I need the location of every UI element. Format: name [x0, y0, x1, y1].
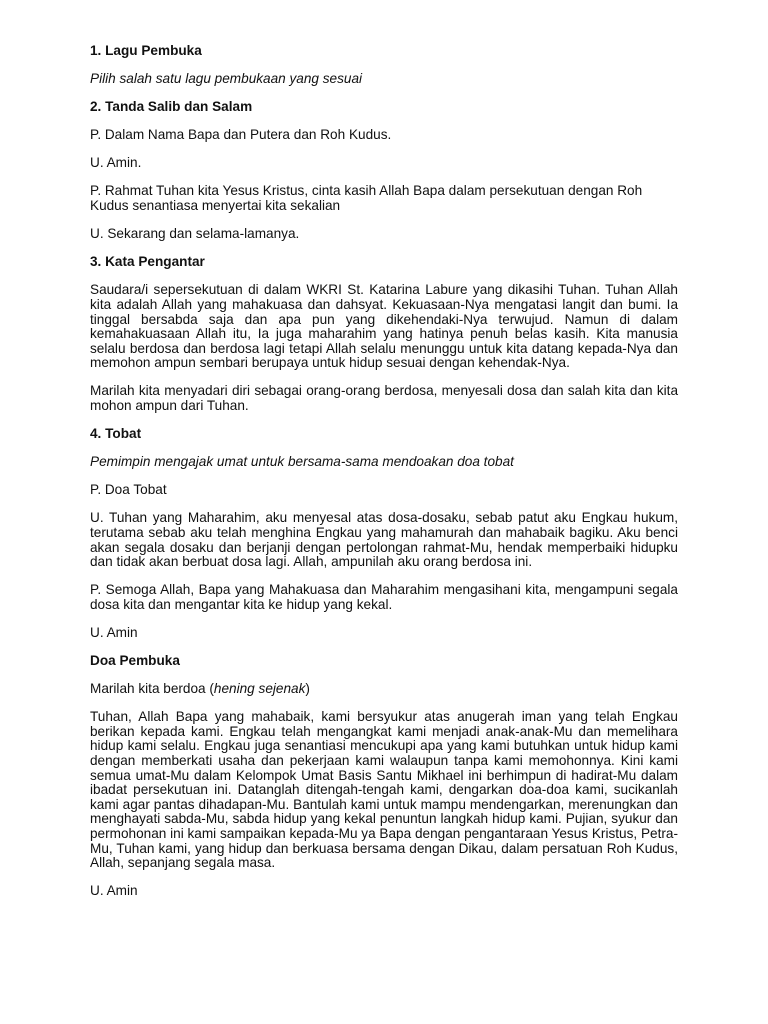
invitation-italic: hening sejenak [213, 681, 306, 697]
leader-paragraph: P. Semoga Allah, Bapa yang Mahakuasa dan Maharahim mengasihani kita, mengampuni segala dosa kita dan mengantar kita ke hidup yang kekal. [90, 582, 678, 612]
heading-kata-pengantar: 3. Kata Pengantar [90, 254, 205, 270]
heading-tanda-salib: 2. Tanda Salib dan Salam [90, 99, 253, 115]
invitation-suffix: ) [305, 681, 310, 697]
heading-tobat: 4. Tobat [90, 426, 142, 442]
invitation-line [90, 682, 678, 697]
liturgy-document [90, 44, 678, 899]
heading-lagu-pembuka: 1. Lagu Pembuka [90, 43, 202, 58]
leader-line: P. Doa Tobat [90, 482, 167, 498]
heading-doa-pembuka: Doa Pembuka [90, 653, 180, 669]
leader-line: P. Dalam Nama Bapa dan Putera dan Roh Kudus. [90, 127, 392, 143]
invitation-prefix: Marilah kita berdoa ( [90, 681, 214, 697]
response-line: U. Amin [90, 883, 138, 899]
response-paragraph: U. Tuhan yang Maharahim, aku menyesal atas dosa-dosaku, sebab patut aku Engkau hukum, terutama sebab aku telah menghina Engkau yang mahamurah dan mahabaik bagiku. Aku benci akan segala dosaku dan berjanji dengan pertolongan rahmat-Mu, hendak memperbaiki hidupku dan tidak akan berbuat dosa lagi. Allah, ampunilah aku orang berdosa ini. [90, 510, 678, 570]
response-line: U. Amin. [90, 155, 142, 171]
paragraph: Saudara/i sepersekutuan di dalam WKRI St. Katarina Labure yang dikasihi Tuhan. Tuhan Allah kita adalah Allah yang mahakuasa dan dahsyat. Kekuasaan-Nya mengatasi langit dan bumi. Ia tinggal bersabda saja dan apa pun yang dikehendaki-Nya terwujud. Namun di dalam kemahakuasaan Allah itu, Ia juga maharahim yang hatinya penuh belas kasih. Kita manusia selalu berdosa dan berdosa lagi tetapi Allah selalu menunggu untuk kita datang kepada-Nya dan memohon ampun sembari berupaya untuk hidup sesuai dengan kehendak-Nya. [90, 282, 678, 371]
leader-line: P. Rahmat Tuhan kita Yesus Kristus, cinta kasih Allah Bapa dalam persekutuan dengan Roh Kudus senantiasa menyertai kita sekalian [90, 183, 643, 214]
response-line: U. Sekarang dan selama-lamanya. [90, 226, 300, 242]
instruction-tobat: Pemimpin mengajak umat untuk bersama-sama mendoakan doa tobat [90, 454, 514, 470]
instruction-lagu-pembuka: Pilih salah satu lagu pembukaan yang sesuai [90, 71, 363, 87]
paragraph: Marilah kita menyadari diri sebagai orang-orang berdosa, menyesali dosa dan salah kita dan kita mohon ampun dari Tuhan. [90, 383, 678, 413]
response-line: U. Amin [90, 624, 138, 640]
prayer-paragraph: Tuhan, Allah Bapa yang mahabaik, kami bersyukur atas anugerah iman yang telah Engkau berikan kepada kami. Engkau telah mengangkat kami menjadi anak-anak-Mu dan memelihara hidup kami selalu. Engkau juga senantiasi mencukupi apa yang kami butuhkan untuk hidup kami dengan memberkati usaha dan pekerjaan kami walaupun tanpa kami memohonnya. Kini kami semua umat-Mu dalam Kelompok Umat Basis Santu Mikhael ini berhimpun di hadirat-Mu dalam ibadat persekutuan ini. Datanglah ditengah-tengah kami, dengarkan doa-doa kami, sucikanlah kami agar pantas dihadapan-Mu. Bantulah kami untuk mampu mendengarkan, merenungkan dan menghayati sabda-Mu, sabda hidup yang kekal penuntun langkah hidup kami. Pujian, syukur dan permohonan ini kami sampaikan kepada-Mu ya Bapa dengan pengantaraan Yesus Kristus, Petra-Mu, Tuhan kami, yang hidup dan berkuasa bersama dengan Dikau, dalam persatuan Roh Kudus, Allah, sepanjang segala masa. [90, 709, 678, 871]
